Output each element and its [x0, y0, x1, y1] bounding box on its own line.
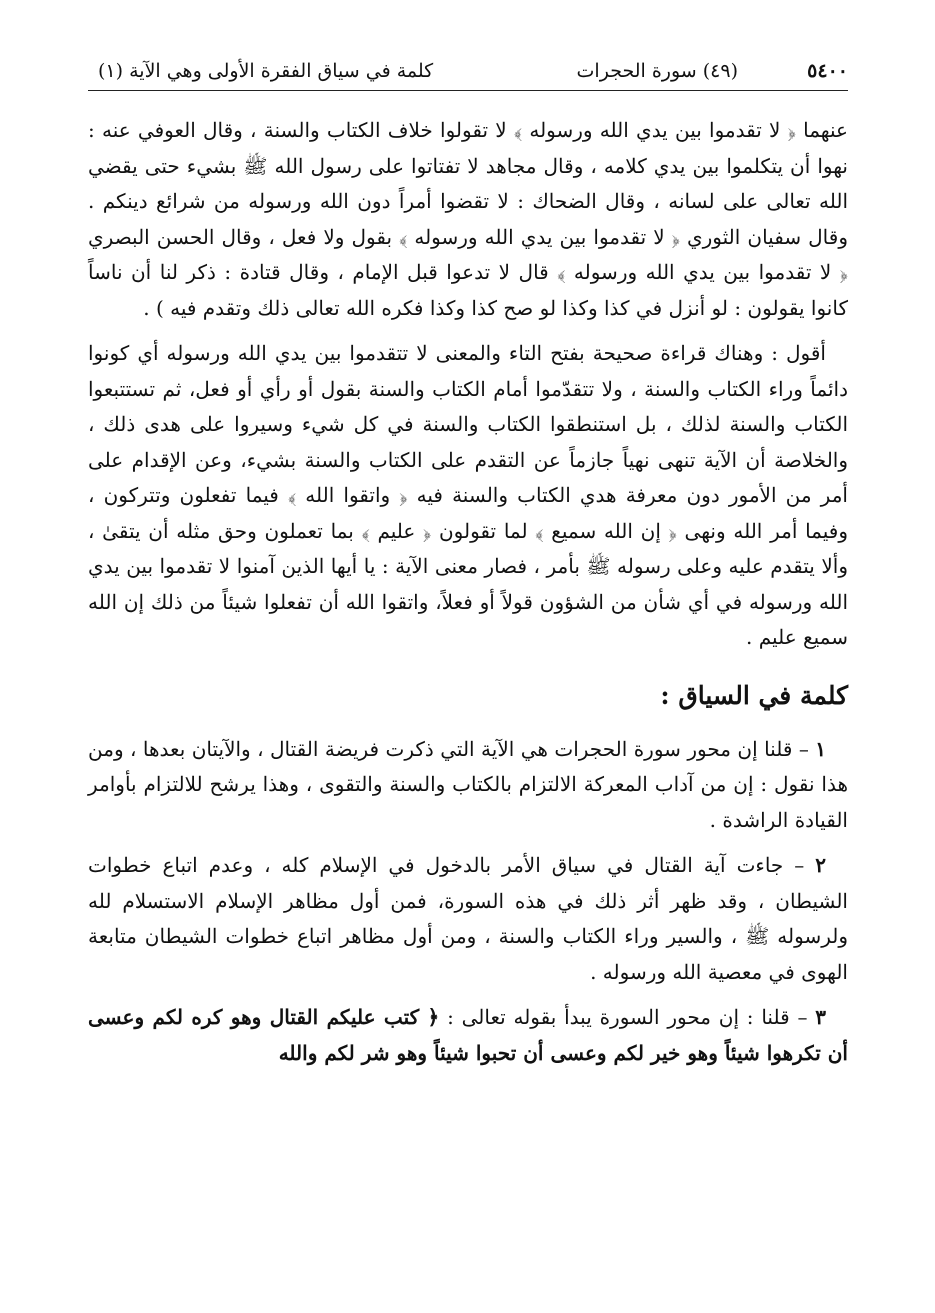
point-1-number: ١	[815, 736, 827, 761]
page-header	[88, 56, 848, 91]
point-2	[88, 848, 848, 990]
point-3-quote: ﴿ كتب عليكم القتال وهو كره لكم وعسى أن تكرهوا شيئاً وهو خير لكم وعسى أن تحبوا شيئاً وهو شر لكم والله	[88, 1005, 848, 1065]
point-3-text: – قلنا : إن محور السورة يبدأ بقوله تعالى :	[447, 1005, 808, 1029]
surah-name: (٤٩) سورة الحجرات	[576, 60, 738, 82]
paragraph-2: أقول : وهناك قراءة صحيحة بفتح التاء والمعنى لا تتقدموا بين يدي الله ورسوله أي كونوا دائماً وراء الكتاب والسنة ، ولا تتقدّموا أمام الكتاب والسنة بقول أو رأي أو فعل، ثم تستتبعوا الكتاب والسنة لذلك ، بل استنطقوا الكتاب والسنة في كل شيء وسيروا على هدى ذلك ، والخلاصة أن الآية تنهى نهياً جازماً عن التقدم على الكتاب والسنة بشيء، وعن الإقدام على أمر من الأمور دون معرفة هدي الكتاب والسنة فيه ﴿ واتقوا الله ﴾ فيما تفعلون وتتركون ، وفيما أمر الله ونهى ﴿ إن الله سميع ﴾ لما تقولون ﴿ عليم ﴾ بما تعملون وحق مثله أن يتقىٰ ، وألا يتقدم عليه وعلى رسوله ﷺ بأمر ، فصار معنى الآية : يا أيها الذين آمنوا لا تقدموا بين يدي الله ورسوله في أي شأن من الشؤون قولاً أو فعلاً، واتقوا الله أن تفعلوا شيئاً من ذلك إن الله سميع عليم .	[88, 341, 849, 649]
point-2-text: – جاءت آية القتال في سياق الأمر بالدخول في الإسلام كله ، وعدم اتباع خطوات الشيطان ، وقد ظهر أثر ذلك في هذه السورة، فمن أول مظاهر الإسلام الاستسلام لله ولرسوله ﷺ ، والسير وراء الكتاب والسنة ، ومن أول مظاهر اتباع خطوات الشيطان متابعة الهوى في معصية الله ورسوله .	[88, 853, 848, 984]
running-title: كلمة في سياق الفقرة الأولى وهي الآية (١)	[98, 60, 434, 82]
paragraph-1: عنهما ﴿ لا تقدموا بين يدي الله ورسوله ﴾ لا تقولوا خلاف الكتاب والسنة ، وقال العوفي عنه : نهوا أن يتكلموا بين يدي كلامه ، وقال مجاهد لا تفتاتوا على رسول الله ﷺ بشيء حتى يقضي الله تعالى على لسانه ، وقال الضحاك : لا تقضوا أمراً دون الله ورسوله من شرائع دينكم . وقال سفيان الثوري ﴿ لا تقدموا بين يدي الله ورسوله ﴾ بقول ولا فعل ، وقال الحسن البصري ﴿ لا تقدموا بين يدي الله ورسوله ﴾ قال لا تدعوا قبل الإمام ، وقال قتادة : ذكر لنا أن ناساً كانوا يقولون : لو أنزل في كذا وكذا لو صح كذا وكذا فكره الله تعالى ذلك وتقدم فيه ) .	[88, 118, 848, 320]
point-3-number: ٣	[815, 1005, 827, 1029]
point-1-text: – قلنا إن محور سورة الحجرات هي الآية التي ذكرت فريضة القتال ، والآيتان بعدها ، ومن هذا نقول : إن من آداب المعركة الالتزام بالكتاب والسنة والتقوى ، وهذا يرشح للالتزام بأوامر القيادة الراشدة .	[88, 736, 848, 832]
document-page	[88, 56, 848, 1296]
page-number: ٥٤٠٠	[807, 60, 848, 82]
page-content	[88, 113, 848, 1071]
point-3	[88, 1000, 848, 1071]
section-heading: كلمة في السياق :	[660, 680, 848, 710]
point-2-number: ٢	[815, 853, 826, 877]
point-1	[88, 732, 848, 839]
